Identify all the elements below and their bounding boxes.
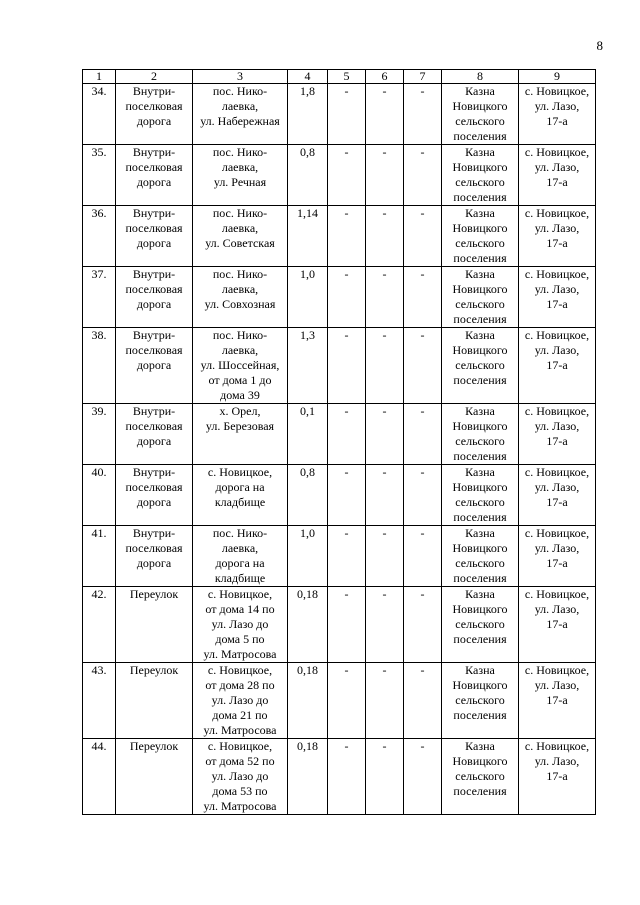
object-type-cell-text: Внутри- поселковая дорога bbox=[125, 465, 183, 509]
row-number-cell bbox=[83, 526, 116, 587]
owner-address-cell bbox=[519, 404, 596, 465]
length-cell-text: 1,0 bbox=[300, 526, 315, 540]
column-6-cell-text: - bbox=[382, 587, 387, 601]
row-number-cell-text: 44. bbox=[91, 739, 107, 753]
length-cell-text: 0,1 bbox=[300, 404, 315, 418]
column-6-cell bbox=[366, 526, 404, 587]
length-cell bbox=[288, 404, 328, 465]
location-cell bbox=[193, 587, 288, 663]
owner-cell-text: Казна Новицкого сельского поселения bbox=[452, 404, 508, 463]
object-type-cell bbox=[116, 404, 193, 465]
owner-address-cell bbox=[519, 145, 596, 206]
table-row bbox=[83, 267, 596, 328]
length-cell bbox=[288, 739, 328, 815]
owner-address-cell-text: с. Новицкое, ул. Лазо, 17-а bbox=[524, 465, 590, 509]
column-6-cell-text: - bbox=[382, 526, 387, 540]
row-number-cell bbox=[83, 587, 116, 663]
column-6-cell bbox=[366, 663, 404, 739]
column-7-cell bbox=[404, 267, 442, 328]
column-7-cell-text: - bbox=[420, 739, 425, 753]
column-7-cell-text: - bbox=[420, 145, 425, 159]
column-6-cell-text: - bbox=[382, 206, 387, 220]
table-row bbox=[83, 404, 596, 465]
column-7-cell-text: - bbox=[420, 267, 425, 281]
location-cell bbox=[193, 206, 288, 267]
owner-address-cell-text: с. Новицкое, ул. Лазо, 17-а bbox=[524, 84, 590, 128]
column-number: 1 bbox=[83, 70, 116, 84]
owner-address-cell-text: с. Новицкое, ул. Лазо, 17-а bbox=[524, 739, 590, 783]
object-type-cell-text: Переулок bbox=[129, 587, 179, 601]
owner-address-cell bbox=[519, 663, 596, 739]
column-number: 5 bbox=[328, 70, 366, 84]
object-type-cell-text: Внутри- поселковая дорога bbox=[125, 404, 183, 448]
column-5-cell-text: - bbox=[344, 84, 349, 98]
owner-address-cell-text: с. Новицкое, ул. Лазо, 17-а bbox=[524, 404, 590, 448]
owner-address-cell bbox=[519, 328, 596, 404]
object-type-cell bbox=[116, 206, 193, 267]
column-5-cell bbox=[328, 145, 366, 206]
column-7-cell bbox=[404, 526, 442, 587]
table-row bbox=[83, 526, 596, 587]
object-type-cell bbox=[116, 587, 193, 663]
column-7-cell bbox=[404, 663, 442, 739]
column-7-cell-text: - bbox=[420, 206, 425, 220]
location-cell-text: с. Новицкое, от дома 14 по ул. Лазо до дома 5 по ул. Матросова bbox=[203, 587, 277, 661]
row-number-cell-text: 39. bbox=[91, 404, 107, 418]
owner-cell-text: Казна Новицкого сельского поселения bbox=[452, 267, 508, 326]
column-7-cell bbox=[404, 84, 442, 145]
column-7-cell-text: - bbox=[420, 465, 425, 479]
owner-cell bbox=[442, 206, 519, 267]
owner-cell-text: Казна Новицкого сельского поселения bbox=[452, 206, 508, 265]
location-cell-text: с. Новицкое, от дома 52 по ул. Лазо до дома 53 по ул. Матросова bbox=[203, 739, 277, 813]
length-cell bbox=[288, 328, 328, 404]
column-5-cell-text: - bbox=[344, 145, 349, 159]
object-type-cell bbox=[116, 465, 193, 526]
row-number-cell-text: 42. bbox=[91, 587, 107, 601]
column-7-cell bbox=[404, 465, 442, 526]
table-row bbox=[83, 328, 596, 404]
owner-address-cell-text: с. Новицкое, ул. Лазо, 17-а bbox=[524, 267, 590, 311]
length-cell bbox=[288, 465, 328, 526]
column-number: 6 bbox=[366, 70, 404, 84]
column-6-cell bbox=[366, 267, 404, 328]
column-5-cell bbox=[328, 404, 366, 465]
column-5-cell bbox=[328, 526, 366, 587]
location-cell-text: пос. Нико- лаевка, ул. Совхозная bbox=[204, 267, 276, 311]
column-6-cell bbox=[366, 84, 404, 145]
column-5-cell bbox=[328, 267, 366, 328]
column-6-cell-text: - bbox=[382, 84, 387, 98]
column-5-cell bbox=[328, 328, 366, 404]
row-number-cell bbox=[83, 465, 116, 526]
owner-address-cell-text: с. Новицкое, ул. Лазо, 17-а bbox=[524, 206, 590, 250]
row-number-cell-text: 35. bbox=[91, 145, 107, 159]
length-cell bbox=[288, 267, 328, 328]
location-cell-text: х. Орел, ул. Березовая bbox=[205, 404, 275, 433]
column-5-cell bbox=[328, 206, 366, 267]
column-5-cell bbox=[328, 465, 366, 526]
owner-cell bbox=[442, 526, 519, 587]
table-row bbox=[83, 145, 596, 206]
object-type-cell-text: Переулок bbox=[129, 663, 179, 677]
column-6-cell-text: - bbox=[382, 328, 387, 342]
owner-address-cell bbox=[519, 465, 596, 526]
column-6-cell bbox=[366, 739, 404, 815]
row-number-cell bbox=[83, 267, 116, 328]
location-cell bbox=[193, 328, 288, 404]
object-type-cell bbox=[116, 84, 193, 145]
object-type-cell bbox=[116, 663, 193, 739]
location-cell bbox=[193, 404, 288, 465]
column-6-cell-text: - bbox=[382, 465, 387, 479]
owner-cell-text: Казна Новицкого сельского поселения bbox=[452, 465, 508, 524]
owner-cell-text: Казна Новицкого сельского поселения bbox=[452, 328, 508, 387]
location-cell bbox=[193, 663, 288, 739]
row-number-cell bbox=[83, 663, 116, 739]
owner-address-cell bbox=[519, 206, 596, 267]
row-number-cell-text: 36. bbox=[91, 206, 107, 220]
location-cell bbox=[193, 526, 288, 587]
owner-cell-text: Казна Новицкого сельского поселения bbox=[452, 739, 508, 798]
column-5-cell-text: - bbox=[344, 663, 349, 677]
column-7-cell bbox=[404, 587, 442, 663]
column-5-cell bbox=[328, 739, 366, 815]
object-type-cell-text: Внутри- поселковая дорога bbox=[125, 145, 183, 189]
location-cell bbox=[193, 84, 288, 145]
column-7-cell bbox=[404, 404, 442, 465]
column-number: 9 bbox=[519, 70, 596, 84]
location-cell-text: с. Новицкое, от дома 28 по ул. Лазо до дома 21 по ул. Матросова bbox=[203, 663, 277, 737]
column-7-cell-text: - bbox=[420, 526, 425, 540]
owner-address-cell bbox=[519, 587, 596, 663]
column-6-cell bbox=[366, 587, 404, 663]
row-number-cell bbox=[83, 328, 116, 404]
owner-address-cell bbox=[519, 739, 596, 815]
column-5-cell bbox=[328, 663, 366, 739]
owner-address-cell-text: с. Новицкое, ул. Лазо, 17-а bbox=[524, 587, 590, 631]
row-number-cell-text: 41. bbox=[91, 526, 107, 540]
length-cell-text: 0,18 bbox=[297, 739, 318, 753]
object-type-cell-text: Внутри- поселковая дорога bbox=[125, 526, 183, 570]
object-type-cell bbox=[116, 145, 193, 206]
column-6-cell-text: - bbox=[382, 404, 387, 418]
owner-cell-text: Казна Новицкого сельского поселения bbox=[452, 145, 508, 204]
length-cell-text: 1,3 bbox=[300, 328, 315, 342]
length-cell-text: 1,14 bbox=[297, 206, 318, 220]
row-number-cell bbox=[83, 206, 116, 267]
column-5-cell bbox=[328, 84, 366, 145]
column-number: 7 bbox=[404, 70, 442, 84]
location-cell bbox=[193, 267, 288, 328]
column-5-cell bbox=[328, 587, 366, 663]
length-cell bbox=[288, 526, 328, 587]
table-row bbox=[83, 84, 596, 145]
owner-cell-text: Казна Новицкого сельского поселения bbox=[452, 587, 508, 646]
column-5-cell-text: - bbox=[344, 328, 349, 342]
object-type-cell-text: Внутри- поселковая дорога bbox=[125, 84, 183, 128]
column-7-cell bbox=[404, 739, 442, 815]
length-cell-text: 0,18 bbox=[297, 663, 318, 677]
location-cell bbox=[193, 145, 288, 206]
object-type-cell-text: Внутри- поселковая дорога bbox=[125, 206, 183, 250]
length-cell bbox=[288, 145, 328, 206]
owner-cell bbox=[442, 267, 519, 328]
owner-address-cell bbox=[519, 526, 596, 587]
row-number-cell bbox=[83, 145, 116, 206]
length-cell-text: 1,8 bbox=[300, 84, 315, 98]
owner-cell bbox=[442, 328, 519, 404]
owner-cell bbox=[442, 465, 519, 526]
table-row bbox=[83, 206, 596, 267]
column-7-cell bbox=[404, 145, 442, 206]
row-number-cell-text: 34. bbox=[91, 84, 107, 98]
column-6-cell-text: - bbox=[382, 739, 387, 753]
location-cell-text: пос. Нико- лаевка, дорога на кладбище bbox=[212, 526, 268, 585]
column-number: 8 bbox=[442, 70, 519, 84]
column-7-cell-text: - bbox=[420, 328, 425, 342]
length-cell-text: 0,8 bbox=[300, 145, 315, 159]
column-6-cell bbox=[366, 465, 404, 526]
owner-address-cell bbox=[519, 84, 596, 145]
owner-address-cell bbox=[519, 267, 596, 328]
table-row bbox=[83, 739, 596, 815]
object-type-cell bbox=[116, 739, 193, 815]
object-type-cell bbox=[116, 328, 193, 404]
column-7-cell-text: - bbox=[420, 404, 425, 418]
length-cell bbox=[288, 84, 328, 145]
column-5-cell-text: - bbox=[344, 404, 349, 418]
column-6-cell bbox=[366, 404, 404, 465]
location-cell-text: пос. Нико- лаевка, ул. Речная bbox=[212, 145, 268, 189]
owner-cell bbox=[442, 404, 519, 465]
location-cell-text: пос. Нико- лаевка, ул. Набережная bbox=[200, 84, 280, 128]
owner-cell bbox=[442, 739, 519, 815]
object-type-cell-text: Внутри- поселковая дорога bbox=[125, 328, 183, 372]
object-type-cell-text: Переулок bbox=[129, 739, 179, 753]
column-6-cell-text: - bbox=[382, 267, 387, 281]
column-7-cell bbox=[404, 206, 442, 267]
column-7-cell bbox=[404, 328, 442, 404]
table-row bbox=[83, 663, 596, 739]
row-number-cell-text: 37. bbox=[91, 267, 107, 281]
owner-cell-text: Казна Новицкого сельского поселения bbox=[452, 663, 508, 722]
column-7-cell-text: - bbox=[420, 663, 425, 677]
location-cell-text: с. Новицкое, дорога на кладбище bbox=[207, 465, 273, 509]
column-5-cell-text: - bbox=[344, 587, 349, 601]
column-number: 3 bbox=[193, 70, 288, 84]
column-7-cell-text: - bbox=[420, 587, 425, 601]
length-cell bbox=[288, 663, 328, 739]
row-number-cell-text: 38. bbox=[91, 328, 107, 342]
object-type-cell bbox=[116, 526, 193, 587]
table-row bbox=[83, 465, 596, 526]
length-cell bbox=[288, 587, 328, 663]
column-5-cell-text: - bbox=[344, 465, 349, 479]
owner-cell bbox=[442, 145, 519, 206]
object-type-cell-text: Внутри- поселковая дорога bbox=[125, 267, 183, 311]
column-6-cell bbox=[366, 328, 404, 404]
location-cell bbox=[193, 739, 288, 815]
object-type-cell bbox=[116, 267, 193, 328]
table-row bbox=[83, 587, 596, 663]
row-number-cell bbox=[83, 739, 116, 815]
column-6-cell-text: - bbox=[382, 145, 387, 159]
owner-cell bbox=[442, 587, 519, 663]
owner-address-cell-text: с. Новицкое, ул. Лазо, 17-а bbox=[524, 145, 590, 189]
column-6-cell bbox=[366, 206, 404, 267]
owner-address-cell-text: с. Новицкое, ул. Лазо, 17-а bbox=[524, 526, 590, 570]
column-5-cell-text: - bbox=[344, 267, 349, 281]
column-6-cell bbox=[366, 145, 404, 206]
row-number-cell-text: 40. bbox=[91, 465, 107, 479]
row-number-cell bbox=[83, 404, 116, 465]
column-number: 4 bbox=[288, 70, 328, 84]
column-5-cell-text: - bbox=[344, 526, 349, 540]
row-number-cell-text: 43. bbox=[91, 663, 107, 677]
column-6-cell-text: - bbox=[382, 663, 387, 677]
length-cell-text: 0,8 bbox=[300, 465, 315, 479]
column-7-cell-text: - bbox=[420, 84, 425, 98]
owner-address-cell-text: с. Новицкое, ул. Лазо, 17-а bbox=[524, 663, 590, 707]
owner-cell bbox=[442, 663, 519, 739]
column-number: 2 bbox=[116, 70, 193, 84]
column-5-cell-text: - bbox=[344, 739, 349, 753]
owner-cell bbox=[442, 84, 519, 145]
length-cell bbox=[288, 206, 328, 267]
road-registry-table bbox=[82, 69, 596, 815]
row-number-cell bbox=[83, 84, 116, 145]
owner-address-cell-text: с. Новицкое, ул. Лазо, 17-а bbox=[524, 328, 590, 372]
owner-cell-text: Казна Новицкого сельского поселения bbox=[452, 84, 508, 143]
location-cell bbox=[193, 465, 288, 526]
column-number-row bbox=[83, 70, 596, 84]
owner-cell-text: Казна Новицкого сельского поселения bbox=[452, 526, 508, 585]
location-cell-text: пос. Нико- лаевка, ул. Советская bbox=[205, 206, 275, 250]
page-number: 8 bbox=[596, 38, 603, 53]
length-cell-text: 0,18 bbox=[297, 587, 318, 601]
column-5-cell-text: - bbox=[344, 206, 349, 220]
location-cell-text: пос. Нико- лаевка, ул. Шоссейная, от дома 1 до дома 39 bbox=[200, 328, 280, 402]
length-cell-text: 1,0 bbox=[300, 267, 315, 281]
